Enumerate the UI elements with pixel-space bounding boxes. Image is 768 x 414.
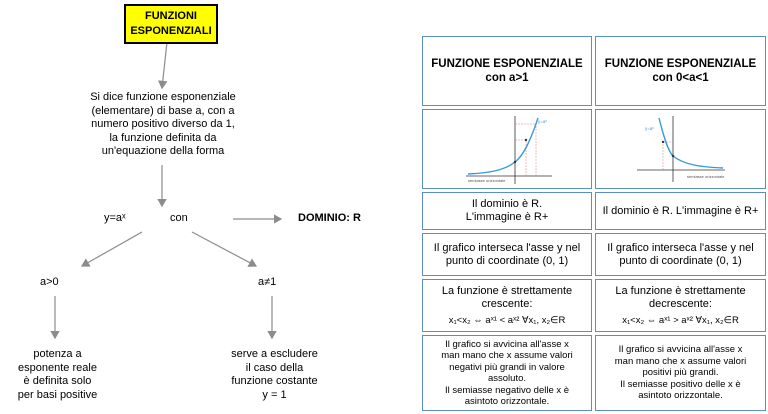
formula-con: con <box>170 212 188 224</box>
definition-line: la funzione definita da <box>109 131 217 144</box>
monotonia-formula: x₁<x₂ ⇔ aˣ¹ > aˣ² ∀x₁, x₂∈R <box>622 314 739 326</box>
dominio-label: DOMINIO: R <box>298 212 361 224</box>
note-line: per basi positive <box>17 388 98 401</box>
header-cell-a-greater-1 <box>422 36 592 106</box>
title-line-1: FUNZIONI <box>145 10 197 22</box>
note-line: funzione costante <box>231 375 318 387</box>
branch-a-positive: a>0 <box>40 276 59 288</box>
immagine-line: L'immagine è R+ <box>465 211 549 223</box>
arrow-title-to-definition <box>162 42 167 88</box>
dominio-cell-1 <box>422 192 592 230</box>
title-box <box>124 4 218 44</box>
graph-cell-increasing <box>422 109 592 189</box>
note-line: è definita solo <box>23 375 92 387</box>
formula: y=aˣ <box>104 212 126 224</box>
asintoto-line: man mano che x assume valori <box>614 355 747 367</box>
asintoto-line: assoluto. <box>487 373 527 384</box>
asintoto-cell-2 <box>595 335 766 411</box>
intersezione-line: Il grafico interseca l'asse y nel <box>433 241 581 254</box>
header-line: con a>1 <box>485 72 529 84</box>
monotonia-line: La funzione è strettamente <box>615 284 746 297</box>
intersezione-line: punto di coordinate (0, 1) <box>619 254 742 267</box>
note-positive-base <box>0 348 115 402</box>
arrow-formula-to-a-positive <box>82 232 142 266</box>
graph-label-curve: y=aˣ <box>537 119 547 124</box>
note-line: esponente reale <box>18 361 97 374</box>
arrow-formula-to-a-not-one <box>192 232 256 266</box>
increasing-exponential-graph <box>460 112 555 186</box>
asintoto-cell-1 <box>422 335 592 411</box>
monotonia-cell-2 <box>595 279 766 332</box>
definition-line: Si dice funzione esponenziale <box>90 91 236 103</box>
asintoto-line: Il semiasse positivo delle x è <box>620 378 741 390</box>
definition-text <box>68 91 258 159</box>
asintoto-line: negativi più grandi in valore <box>449 361 565 373</box>
graph-label-asymptote: semiasse orizzontale <box>467 178 505 183</box>
header-line: FUNZIONE ESPONENZIALE <box>604 58 757 70</box>
graph-cell-decreasing <box>595 109 766 189</box>
monotonia-formula: x₁<x₂ ⇔ aˣ¹ < aˣ² ∀x₁, x₂∈R <box>448 314 566 326</box>
intersezione-line: Il grafico interseca l'asse y nel <box>607 241 754 254</box>
asintoto-line: Il semiasse negativo delle x è <box>444 384 570 396</box>
curve-point <box>672 155 674 157</box>
header-cell-a-between-0-1 <box>595 36 766 106</box>
branch-a-not-one: a≠1 <box>258 276 277 288</box>
asintoto-line: Il grafico si avvicina all'asse x <box>445 338 569 350</box>
title-line-2: ESPONENZIALI <box>130 25 212 37</box>
asintoto-line: Il grafico si avvicina all'asse x <box>618 344 743 356</box>
asintoto-line: man mano che x assume valori <box>441 350 573 361</box>
note-line: y = 1 <box>262 388 287 401</box>
definition-line: un'equazione della forma <box>101 145 225 157</box>
monotonia-cell-1 <box>422 279 592 332</box>
curve-point <box>524 139 526 141</box>
note-line: serve a escludere <box>231 348 318 360</box>
note-line: il caso della <box>245 361 304 374</box>
asintoto-line: asintoto orizzontale. <box>464 396 550 407</box>
definition-line: (elementare) di base a, con a <box>91 104 235 117</box>
asintoto-line: positivi più grandi. <box>642 367 719 379</box>
asintoto-line: asintoto orizzontale. <box>638 390 723 402</box>
header-line: FUNZIONE ESPONENZIALE <box>431 58 583 70</box>
exponential-curve <box>659 118 723 168</box>
dominio-text: Il dominio è R. L'immagine è R+ <box>602 204 759 217</box>
exponential-curve <box>468 118 538 174</box>
note-line: potenza a <box>33 348 82 360</box>
curve-point <box>662 141 664 143</box>
definition-line: numero positivo diverso da 1, <box>91 118 235 130</box>
intersezione-cell-1 <box>422 233 592 276</box>
dominio-line: Il dominio è R. <box>471 198 543 210</box>
curve-point <box>513 161 515 163</box>
header-line: con 0<a<1 <box>652 72 709 84</box>
dominio-cell-2 <box>595 192 766 230</box>
note-exclude-constant <box>212 348 337 402</box>
graph-label-asymptote: semiasse orizzontale <box>687 174 725 179</box>
intersezione-line: punto di coordinate (0, 1) <box>445 254 569 267</box>
graph-label-curve: y=aˣ <box>645 126 654 131</box>
intersezione-cell-2 <box>595 233 766 276</box>
decreasing-exponential-graph <box>633 112 728 186</box>
monotonia-line: decrescente: <box>649 297 712 310</box>
monotonia-line: crescente: <box>481 297 533 310</box>
monotonia-line: La funzione è strettamente <box>441 284 573 297</box>
